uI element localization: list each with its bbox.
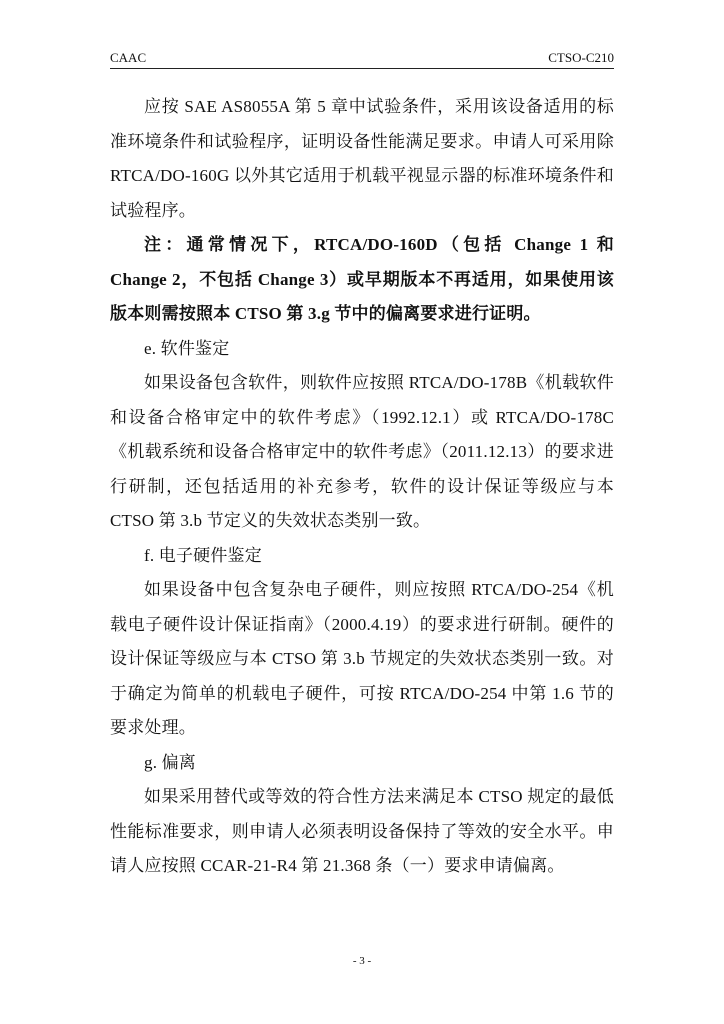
header-left-text: CAAC bbox=[110, 50, 147, 65]
header-right-text: CTSO-C210 bbox=[548, 50, 614, 65]
document-body bbox=[110, 90, 614, 884]
page-number: - 3 - bbox=[352, 955, 372, 967]
section-heading-software: e. 软件鉴定 bbox=[144, 338, 230, 358]
header-rule bbox=[110, 68, 614, 69]
section-heading-deviation: g. 偏离 bbox=[144, 752, 196, 772]
note-paragraph: 注：通常情况下，RTCA/DO-160D（包括 Change 1 和 Change 2，不包括 Change 3）或早期版本不再适用，如果使用该版本则需按照本 CTSO 第 3.g 节中的偏离要求进行证明。 bbox=[110, 235, 614, 323]
paragraph-software-qualification: 如果设备包含软件，则软件应按照 RTCA/DO-178B《机载软件和设备合格审定中的软件考虑》（1992.12.1）或 RTCA/DO-178C《机载系统和设备合格审定中的软件考虑》（2011.12.13）的要求进行研制，还包括适用的补充参考，软件的设计保证等级应与本 CTSO 第 3.b 节定义的失效状态类别一致。 bbox=[110, 373, 614, 530]
page-header bbox=[110, 50, 614, 68]
paragraph-hardware-qualification: 如果设备中包含复杂电子硬件，则应按照 RTCA/DO-254《机载电子硬件设计保证指南》（2000.4.19）的要求进行研制。硬件的设计保证等级应与本 CTSO 第 3.b 节规定的失效状态类别一致。对于确定为简单的机载电子硬件，可按 RTCA/DO-254 中第 1.6 节的要求处理。 bbox=[110, 580, 614, 737]
paragraph-environment-conditions: 应按 SAE AS8055A 第 5 章中试验条件，采用该设备适用的标准环境条件和试验程序，证明设备性能满足要求。申请人可采用除RTCA/DO-160G 以外其它适用于机载平视显示器的标准环境条件和试验程序。 bbox=[110, 97, 614, 220]
section-heading-hardware: f. 电子硬件鉴定 bbox=[144, 545, 262, 565]
paragraph-deviation: 如果采用替代或等效的符合性方法来满足本 CTSO 规定的最低性能标准要求，则申请人必须表明设备保持了等效的安全水平。申请人应按照 CCAR-21-R4 第 21.368 条（一）要求申请偏离。 bbox=[110, 787, 614, 875]
